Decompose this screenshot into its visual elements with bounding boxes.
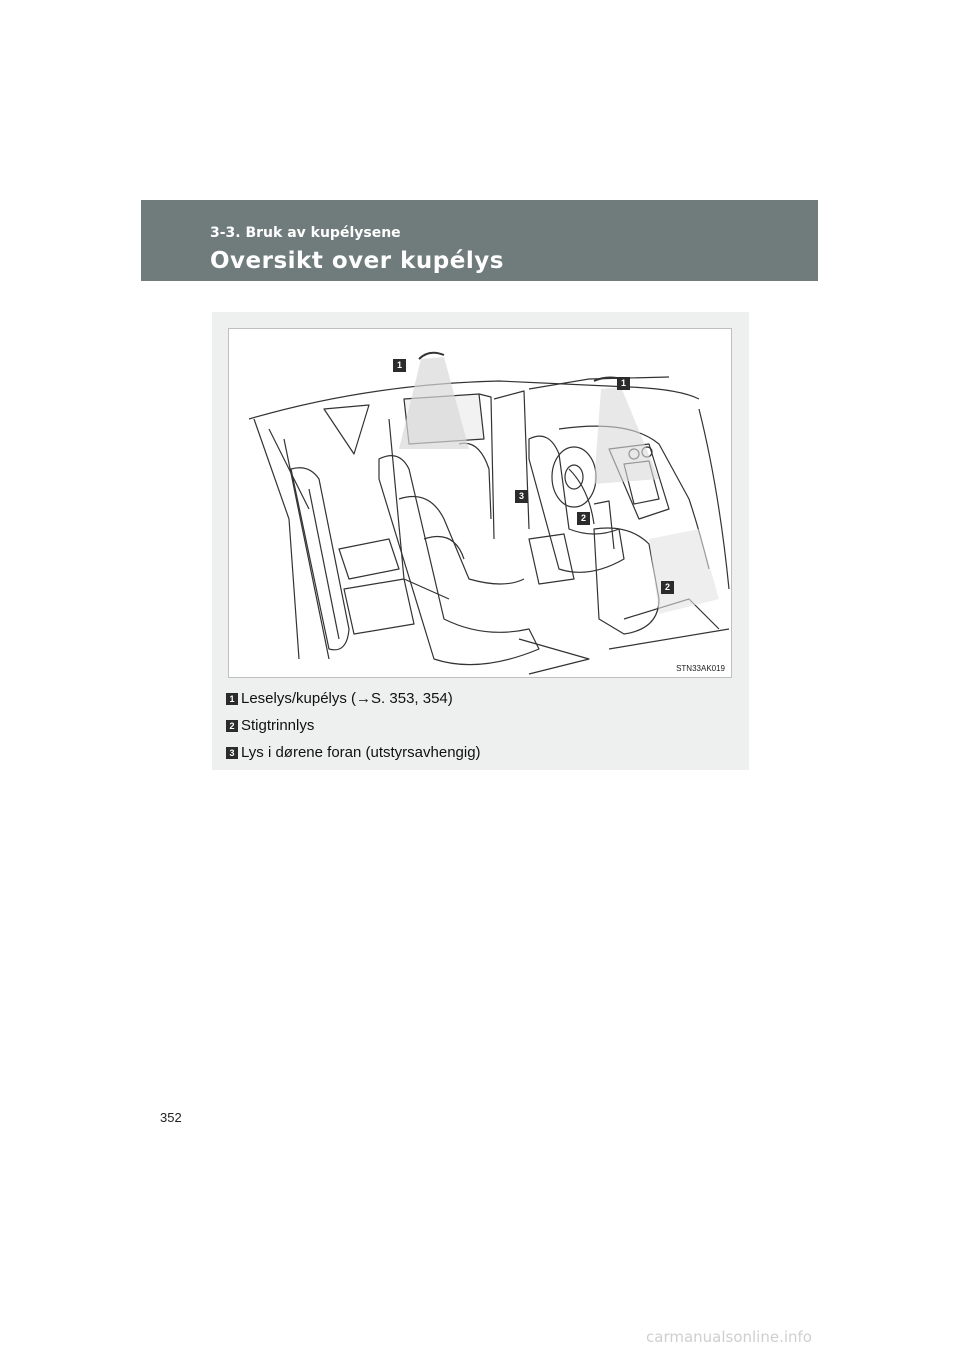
callout-2-floor: 2 xyxy=(661,581,674,594)
figure-code: STN33AK019 xyxy=(676,664,725,673)
legend-item xyxy=(226,685,736,712)
page-number: 352 xyxy=(160,1110,182,1125)
car-interior-drawing xyxy=(229,329,732,678)
illustration-panel xyxy=(212,312,749,770)
legend-badge: 3 xyxy=(226,747,238,759)
legend-item xyxy=(226,739,736,766)
callout-3-door: 3 xyxy=(515,490,528,503)
legend-list xyxy=(226,685,736,766)
legend-badge: 1 xyxy=(226,693,238,705)
legend-text: Lys i dørene foran (utstyrsavhengig) xyxy=(241,744,481,761)
page-title: Oversikt over kupélys xyxy=(210,248,504,274)
callout-1-rear: 1 xyxy=(393,359,406,372)
legend-text: Stigtrinnlys xyxy=(241,717,315,734)
legend-item xyxy=(226,712,736,739)
chapter-header xyxy=(141,200,818,281)
car-interior-illustration xyxy=(228,328,732,678)
callout-1-front: 1 xyxy=(617,377,630,390)
legend-text: Leselys/kupélys (→S. 353, 354) xyxy=(241,690,453,707)
watermark: carmanualsonline.info xyxy=(646,1328,812,1346)
legend-badge: 2 xyxy=(226,720,238,732)
callout-2-console: 2 xyxy=(577,512,590,525)
section-label: 3-3. Bruk av kupélysene xyxy=(210,225,401,241)
